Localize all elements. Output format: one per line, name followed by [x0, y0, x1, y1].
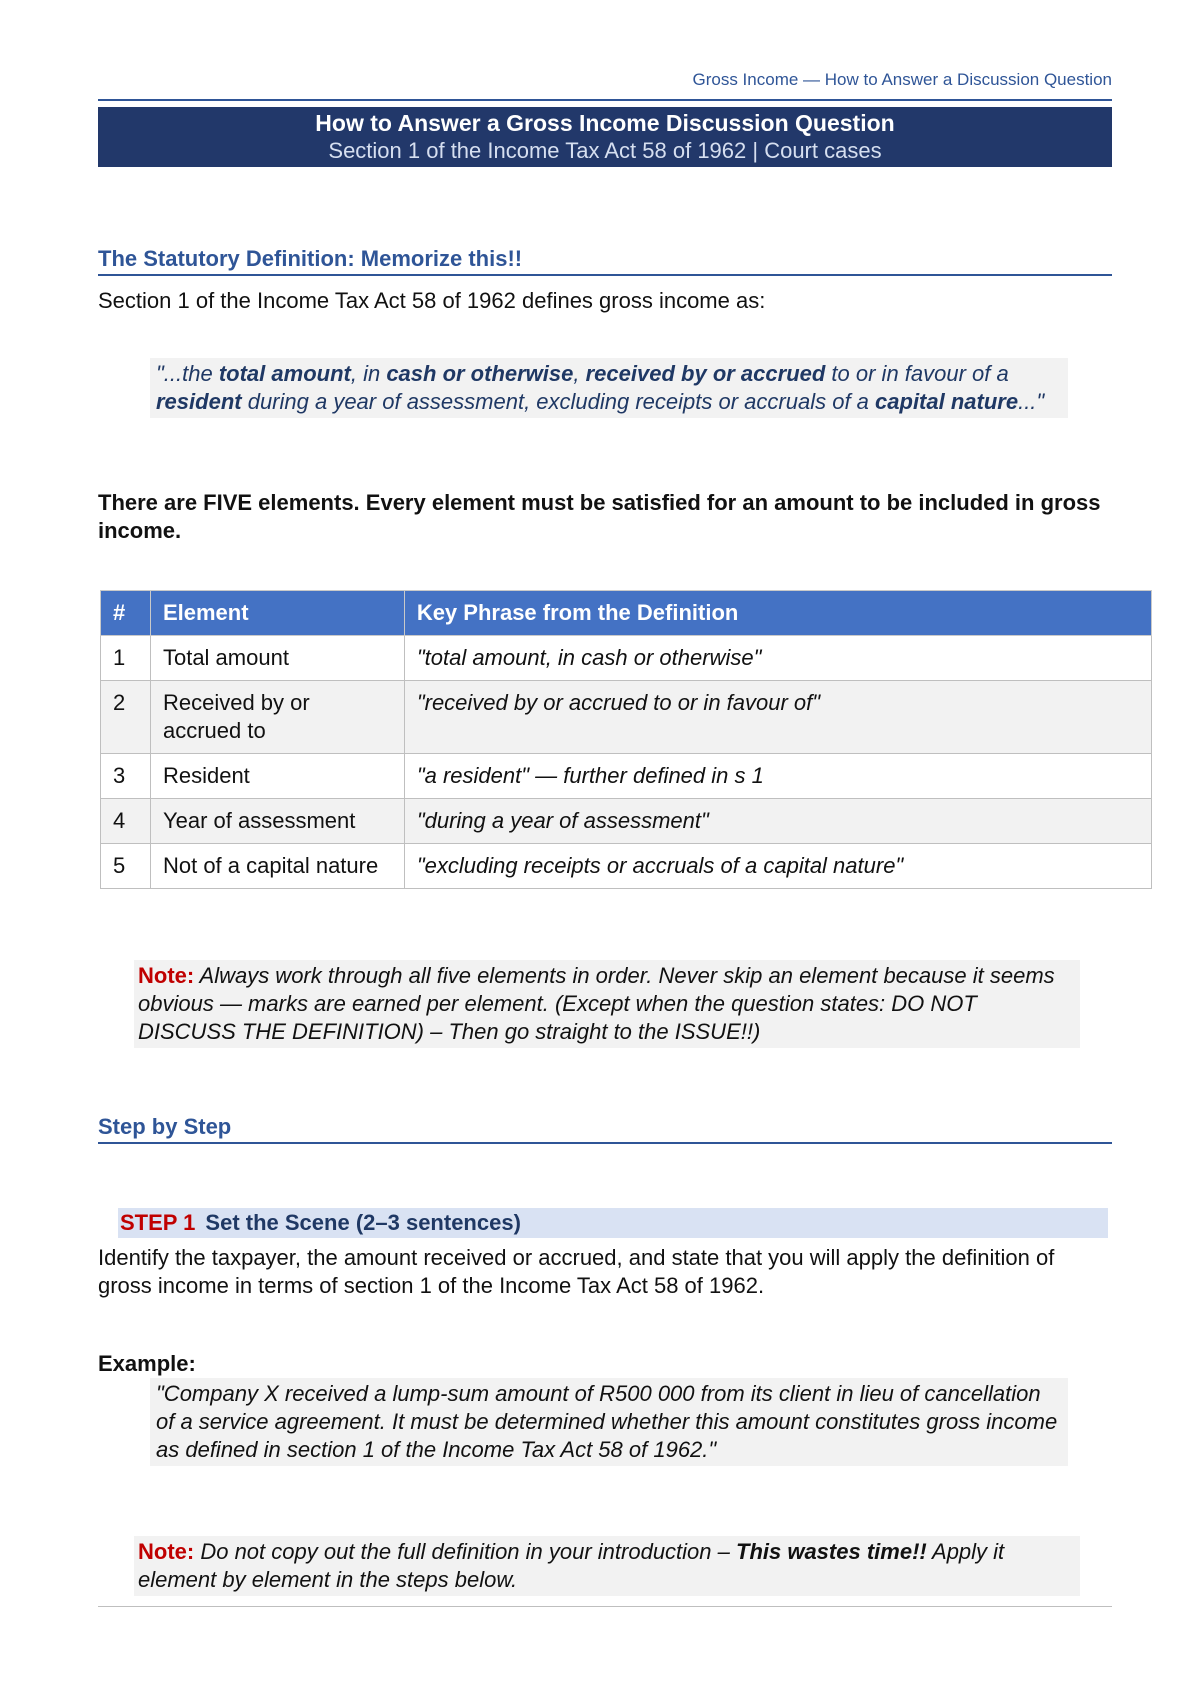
statutory-intro: Section 1 of the Income Tax Act 58 of 1962 defines gross income as: [98, 288, 766, 313]
table-row [101, 636, 1152, 681]
note-five-elements [134, 960, 1080, 1048]
definition-quote [150, 358, 1068, 418]
quote-text: "...the [156, 361, 219, 386]
step-title: Set the Scene (2–3 sentences) [205, 1210, 521, 1235]
note-text: Do not copy out the full definition in your introduction – [194, 1539, 736, 1564]
five-elements-statement: There are FIVE elements. Every element must be satisfied for an amount to be included in gross income. [98, 490, 1101, 543]
quote-emphasis: capital nature [875, 389, 1019, 414]
section-heading-statutory: The Statutory Definition: Memorize this!! [98, 246, 1112, 276]
table-header-number: # [101, 591, 151, 636]
table-row [101, 799, 1152, 844]
quote-text: , [573, 361, 586, 386]
document-title: How to Answer a Gross Income Discussion Question [315, 110, 895, 136]
row-element: Total amount [150, 636, 404, 681]
quote-emphasis: resident [156, 389, 242, 414]
note-emphasis: This wastes time!! [736, 1539, 927, 1564]
step-1-body: Identify the taxpayer, the amount received or accrued, and state that you will apply the definition of gross income in terms of section 1 of the Income Tax Act 58 of 1962. [98, 1245, 1055, 1298]
note-label: Note: [138, 963, 195, 988]
title-banner [98, 107, 1112, 167]
table-row [101, 681, 1152, 754]
quote-text: , in [350, 361, 387, 386]
table-header-row [101, 591, 1152, 636]
row-number: 4 [101, 799, 151, 844]
row-element: Not of a capital nature [150, 844, 404, 889]
table-header-key-phrase: Key Phrase from the Definition [404, 591, 1151, 636]
row-number: 2 [101, 681, 151, 754]
quote-text: to or in favour of a [825, 361, 1009, 386]
note-label: Note: [138, 1539, 195, 1564]
table-header-element: Element [150, 591, 404, 636]
row-phrase: "received by or accrued to or in favour of" [404, 681, 1151, 754]
row-element: Received by or accrued to [150, 681, 404, 754]
running-header: Gross Income — How to Answer a Discussion Question [692, 70, 1112, 89]
step-number: STEP 1 [120, 1210, 196, 1235]
row-phrase: "total amount, in cash or otherwise" [404, 636, 1151, 681]
row-phrase: "during a year of assessment" [404, 799, 1151, 844]
row-phrase: "a resident" — further defined in s 1 [404, 754, 1151, 799]
example-quote: "Company X received a lump-sum amount of R500 000 from its client in lieu of cancellation of a service agreement. It must be determined whether this amount constitutes gross income as defined in section 1 of the Income Tax Act 58 of 1962." [150, 1378, 1068, 1466]
quote-emphasis: cash or otherwise [386, 361, 574, 386]
quote-text: during a year of assessment, excluding receipts or accruals of a [241, 389, 876, 414]
note-text: Always work through all five elements in order. Never skip an element because it seems obvious — marks are earned per element. (Except when the question states: DO NOT DISCUSS THE DEFINITION) – Then go straight to the ISSUE!!) [138, 963, 1055, 1044]
quote-emphasis: total amount [218, 361, 351, 386]
quote-emphasis: received by or accrued [585, 361, 826, 386]
quote-text: ..." [1018, 389, 1045, 414]
note-text: Apply it element by element in the steps below. [138, 1539, 1005, 1592]
step-1-bar [118, 1208, 1108, 1238]
example-label: Example: [98, 1351, 196, 1376]
row-phrase: "excluding receipts or accruals of a capital nature" [404, 844, 1151, 889]
table-row [101, 844, 1152, 889]
note-definition-copy [134, 1536, 1080, 1596]
elements-table [100, 590, 1152, 889]
row-element: Year of assessment [150, 799, 404, 844]
section-heading-steps: Step by Step [98, 1114, 1112, 1144]
row-element: Resident [150, 754, 404, 799]
document-subtitle: Section 1 of the Income Tax Act 58 of 1962 | Court cases [328, 138, 882, 163]
header-rule [98, 99, 1112, 101]
row-number: 1 [101, 636, 151, 681]
table-row [101, 754, 1152, 799]
row-number: 5 [101, 844, 151, 889]
row-number: 3 [101, 754, 151, 799]
bottom-rule [98, 1606, 1112, 1607]
